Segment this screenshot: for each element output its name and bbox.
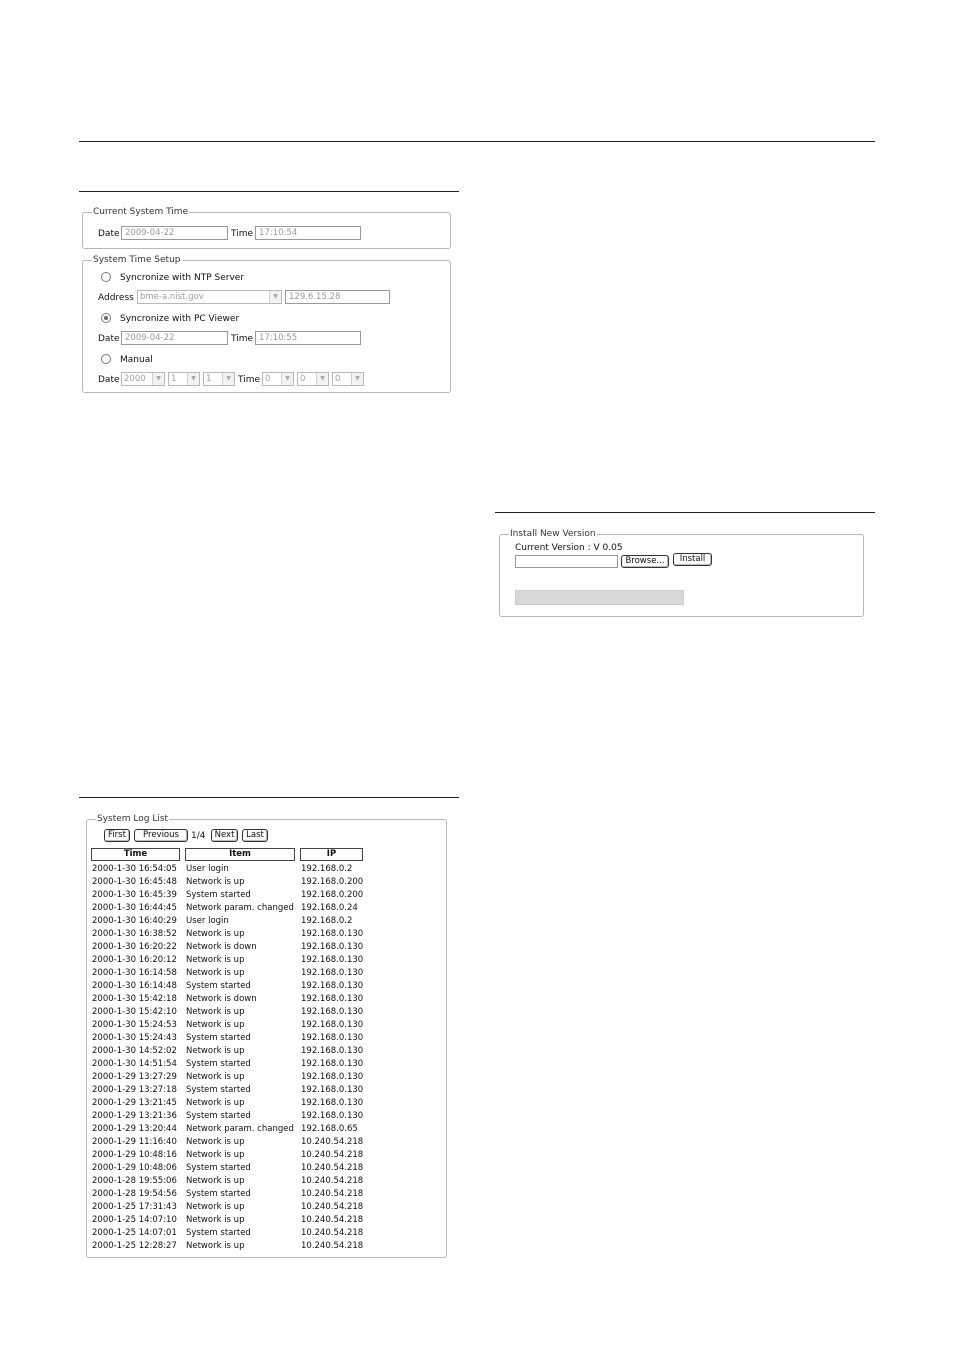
- log-cell-time: 2000-1-30 15:42:10: [92, 1007, 177, 1017]
- log-cell-time: 2000-1-30 16:20:22: [92, 942, 177, 952]
- log-cell-ip: 192.168.0.130: [301, 1020, 364, 1030]
- log-cell-time: 2000-1-30 16:20:12: [92, 955, 177, 965]
- manual-second-select[interactable]: [332, 372, 364, 386]
- log-cell-ip: 192.168.0.130: [301, 1007, 364, 1017]
- current-date-label: Date: [98, 229, 120, 239]
- log-cell-ip: 10.240.54.218: [301, 1241, 364, 1251]
- log-cell-time: 2000-1-30 16:14:48: [92, 981, 177, 991]
- log-cell-item: Network param. changed: [186, 1124, 294, 1134]
- log-previous-button[interactable]: Previous: [134, 829, 188, 842]
- log-cell-time: 2000-1-30 16:40:29: [92, 916, 177, 926]
- table-row: [92, 1007, 372, 1020]
- log-cell-item: Network is up: [186, 1241, 245, 1251]
- log-cell-item: Network is down: [186, 994, 257, 1004]
- table-row: [92, 1176, 372, 1189]
- chevron-down-icon: ▼: [187, 373, 199, 385]
- manual-time-label: Time: [238, 375, 261, 385]
- log-cell-ip: 192.168.0.130: [301, 968, 364, 978]
- log-cell-time: 2000-1-28 19:55:06: [92, 1176, 177, 1186]
- log-cell-time: 2000-1-30 16:38:52: [92, 929, 177, 939]
- log-cell-item: Network is up: [186, 1098, 245, 1108]
- log-cell-time: 2000-1-30 16:44:45: [92, 903, 177, 913]
- manual-minute-select[interactable]: [297, 372, 329, 386]
- ntp-address-label: Address: [98, 293, 134, 303]
- table-row: [92, 1215, 372, 1228]
- log-header-item[interactable]: Item: [185, 848, 295, 861]
- manual-hour-value: 0: [265, 374, 271, 384]
- log-cell-time: 2000-1-28 19:54:56: [92, 1189, 177, 1199]
- log-cell-ip: 192.168.0.200: [301, 890, 364, 900]
- section-rule-log: [79, 797, 459, 798]
- install-button[interactable]: Install: [673, 553, 712, 566]
- table-row: [92, 1072, 372, 1085]
- log-cell-item: Network is up: [186, 955, 245, 965]
- log-cell-ip: 10.240.54.218: [301, 1228, 364, 1238]
- pc-time-field: 17:10:55: [255, 331, 361, 345]
- manual-minute-value: 0: [300, 374, 306, 384]
- log-cell-item: System started: [186, 1033, 251, 1043]
- log-cell-time: 2000-1-30 16:45:39: [92, 890, 177, 900]
- ntp-server-select-value: bme-a.nist.gov: [140, 292, 204, 302]
- table-row: [92, 981, 372, 994]
- log-cell-time: 2000-1-30 15:24:43: [92, 1033, 177, 1043]
- current-time-label: Time: [231, 229, 254, 239]
- table-row: [92, 1046, 372, 1059]
- log-cell-ip: 192.168.0.130: [301, 1046, 364, 1056]
- table-row: [92, 903, 372, 916]
- log-cell-ip: 10.240.54.218: [301, 1176, 364, 1186]
- table-row: [92, 1202, 372, 1215]
- log-cell-ip: 192.168.0.130: [301, 942, 364, 952]
- log-cell-item: User login: [186, 864, 229, 874]
- log-header-ip[interactable]: IP: [300, 848, 363, 861]
- log-cell-ip: 192.168.0.65: [301, 1124, 358, 1134]
- log-cell-time: 2000-1-30 14:51:54: [92, 1059, 177, 1069]
- table-row: [92, 1098, 372, 1111]
- table-row: [92, 968, 372, 981]
- log-cell-ip: 192.168.0.130: [301, 994, 364, 1004]
- log-cell-ip: 192.168.0.130: [301, 1111, 364, 1121]
- table-row: [92, 1033, 372, 1046]
- log-last-button[interactable]: Last: [242, 829, 268, 842]
- log-cell-item: Network is up: [186, 1176, 245, 1186]
- log-cell-item: System started: [186, 1059, 251, 1069]
- log-cell-item: Network is down: [186, 942, 257, 952]
- log-cell-item: Network param. changed: [186, 903, 294, 913]
- table-row: [92, 1189, 372, 1202]
- log-cell-ip: 10.240.54.218: [301, 1215, 364, 1225]
- log-cell-time: 2000-1-29 10:48:16: [92, 1150, 177, 1160]
- table-row: [92, 1085, 372, 1098]
- chevron-down-icon: ▼: [222, 373, 234, 385]
- log-cell-ip: 192.168.0.24: [301, 903, 358, 913]
- pc-date-label: Date: [98, 334, 120, 344]
- install-new-version-legend: Install New Version: [510, 529, 596, 539]
- log-first-button[interactable]: First: [104, 829, 130, 842]
- log-cell-item: System started: [186, 1163, 251, 1173]
- table-row: [92, 916, 372, 929]
- log-header-time[interactable]: Time: [91, 848, 180, 861]
- log-cell-ip: 192.168.0.130: [301, 1059, 364, 1069]
- log-cell-ip: 192.168.0.130: [301, 1072, 364, 1082]
- manual-second-value: 0: [335, 374, 341, 384]
- ntp-radio[interactable]: [101, 272, 111, 282]
- table-row: [92, 1124, 372, 1137]
- manual-radio[interactable]: [101, 354, 111, 364]
- table-row: [92, 942, 372, 955]
- log-cell-item: System started: [186, 1085, 251, 1095]
- log-cell-item: System started: [186, 1228, 251, 1238]
- ntp-ip-field[interactable]: 129.6.15.28: [285, 290, 390, 304]
- log-cell-item: Network is up: [186, 929, 245, 939]
- section-rule-time: [79, 191, 459, 192]
- chevron-down-icon: ▼: [351, 373, 363, 385]
- log-cell-item: Network is up: [186, 968, 245, 978]
- manual-month-select[interactable]: [168, 372, 200, 386]
- log-cell-time: 2000-1-30 15:24:53: [92, 1020, 177, 1030]
- log-cell-time: 2000-1-25 14:07:10: [92, 1215, 177, 1225]
- pc-viewer-radio[interactable]: [101, 313, 111, 323]
- log-page-indicator: 1/4: [191, 831, 206, 841]
- log-cell-time: 2000-1-25 12:28:27: [92, 1241, 177, 1251]
- browse-button[interactable]: Browse...: [621, 555, 669, 568]
- manual-date-label: Date: [98, 375, 120, 385]
- log-cell-ip: 192.168.0.130: [301, 1085, 364, 1095]
- log-cell-item: System started: [186, 1111, 251, 1121]
- table-row: [92, 1163, 372, 1176]
- log-cell-ip: 192.168.0.2: [301, 864, 353, 874]
- log-cell-time: 2000-1-29 10:48:06: [92, 1163, 177, 1173]
- log-cell-item: Network is up: [186, 1020, 245, 1030]
- current-date-field: 2009-04-22: [121, 226, 228, 240]
- log-cell-item: Network is up: [186, 877, 245, 887]
- log-cell-ip: 192.168.0.130: [301, 1033, 364, 1043]
- log-cell-ip: 10.240.54.218: [301, 1137, 364, 1147]
- page-header-rule: [79, 141, 875, 142]
- chevron-down-icon: ▼: [316, 373, 328, 385]
- manual-label: Manual: [120, 355, 153, 365]
- log-cell-time: 2000-1-30 16:14:58: [92, 968, 177, 978]
- log-cell-time: 2000-1-29 11:16:40: [92, 1137, 177, 1147]
- chevron-down-icon: ▼: [269, 291, 281, 303]
- chevron-down-icon: ▼: [152, 373, 164, 385]
- log-cell-time: 2000-1-29 13:27:18: [92, 1085, 177, 1095]
- table-row: [92, 955, 372, 968]
- table-row: [92, 1020, 372, 1033]
- log-next-button[interactable]: Next: [211, 829, 238, 842]
- current-version-text: Current Version : V 0.05: [515, 543, 623, 553]
- log-cell-ip: 192.168.0.130: [301, 929, 364, 939]
- table-row: [92, 1059, 372, 1072]
- pc-time-label: Time: [231, 334, 254, 344]
- pc-date-field: 2009-04-22: [121, 331, 228, 345]
- log-cell-time: 2000-1-30 16:54:05: [92, 864, 177, 874]
- current-system-time-legend: Current System Time: [93, 207, 189, 217]
- install-progress-bar: [515, 590, 684, 605]
- table-row: [92, 1150, 372, 1163]
- table-row: [92, 994, 372, 1007]
- table-row: [92, 1137, 372, 1150]
- chevron-down-icon: ▼: [281, 373, 293, 385]
- log-cell-ip: 192.168.0.130: [301, 981, 364, 991]
- log-cell-time: 2000-1-30 14:52:02: [92, 1046, 177, 1056]
- manual-year-select[interactable]: [121, 372, 165, 386]
- log-cell-time: 2000-1-29 13:20:44: [92, 1124, 177, 1134]
- log-cell-time: 2000-1-30 15:42:18: [92, 994, 177, 1004]
- table-row: [92, 1241, 372, 1254]
- log-cell-time: 2000-1-29 13:27:29: [92, 1072, 177, 1082]
- log-cell-ip: 192.168.0.200: [301, 877, 364, 887]
- log-cell-time: 2000-1-25 14:07:01: [92, 1228, 177, 1238]
- table-row: [92, 1111, 372, 1124]
- ntp-server-select[interactable]: [137, 290, 282, 304]
- log-cell-item: Network is up: [186, 1046, 245, 1056]
- manual-day-value: 1: [206, 374, 212, 384]
- manual-month-value: 1: [171, 374, 177, 384]
- log-cell-item: System started: [186, 1189, 251, 1199]
- log-cell-ip: 10.240.54.218: [301, 1150, 364, 1160]
- log-cell-ip: 192.168.0.130: [301, 1098, 364, 1108]
- log-cell-time: 2000-1-30 16:45:48: [92, 877, 177, 887]
- firmware-file-field[interactable]: [515, 555, 618, 568]
- log-cell-ip: 10.240.54.218: [301, 1202, 364, 1212]
- manual-day-select[interactable]: [203, 372, 235, 386]
- table-row: [92, 890, 372, 903]
- ntp-label: Syncronize with NTP Server: [120, 273, 245, 283]
- log-cell-item: Network is up: [186, 1072, 245, 1082]
- log-cell-time: 2000-1-29 13:21:36: [92, 1111, 177, 1121]
- table-row: [92, 877, 372, 890]
- current-time-field: 17:10:54: [255, 226, 361, 240]
- table-row: [92, 929, 372, 942]
- table-row: [92, 1228, 372, 1241]
- log-cell-time: 2000-1-29 13:21:45: [92, 1098, 177, 1108]
- log-cell-item: System started: [186, 890, 251, 900]
- log-cell-time: 2000-1-25 17:31:43: [92, 1202, 177, 1212]
- log-cell-ip: 10.240.54.218: [301, 1163, 364, 1173]
- pc-viewer-label: Syncronize with PC Viewer: [120, 314, 240, 324]
- log-cell-item: Network is up: [186, 1137, 245, 1147]
- log-cell-ip: 10.240.54.218: [301, 1189, 364, 1199]
- table-row: [92, 864, 372, 877]
- log-cell-item: System started: [186, 981, 251, 991]
- section-rule-upgrade: [495, 512, 875, 513]
- system-log-legend: System Log List: [97, 814, 169, 824]
- log-cell-ip: 192.168.0.130: [301, 955, 364, 965]
- log-cell-item: Network is up: [186, 1215, 245, 1225]
- log-cell-item: User login: [186, 916, 229, 926]
- log-cell-item: Network is up: [186, 1150, 245, 1160]
- system-time-setup-legend: System Time Setup: [93, 255, 181, 265]
- manual-year-value: 2000: [124, 374, 146, 384]
- log-cell-item: Network is up: [186, 1202, 245, 1212]
- manual-hour-select[interactable]: [262, 372, 294, 386]
- log-cell-item: Network is up: [186, 1007, 245, 1017]
- log-cell-ip: 192.168.0.2: [301, 916, 353, 926]
